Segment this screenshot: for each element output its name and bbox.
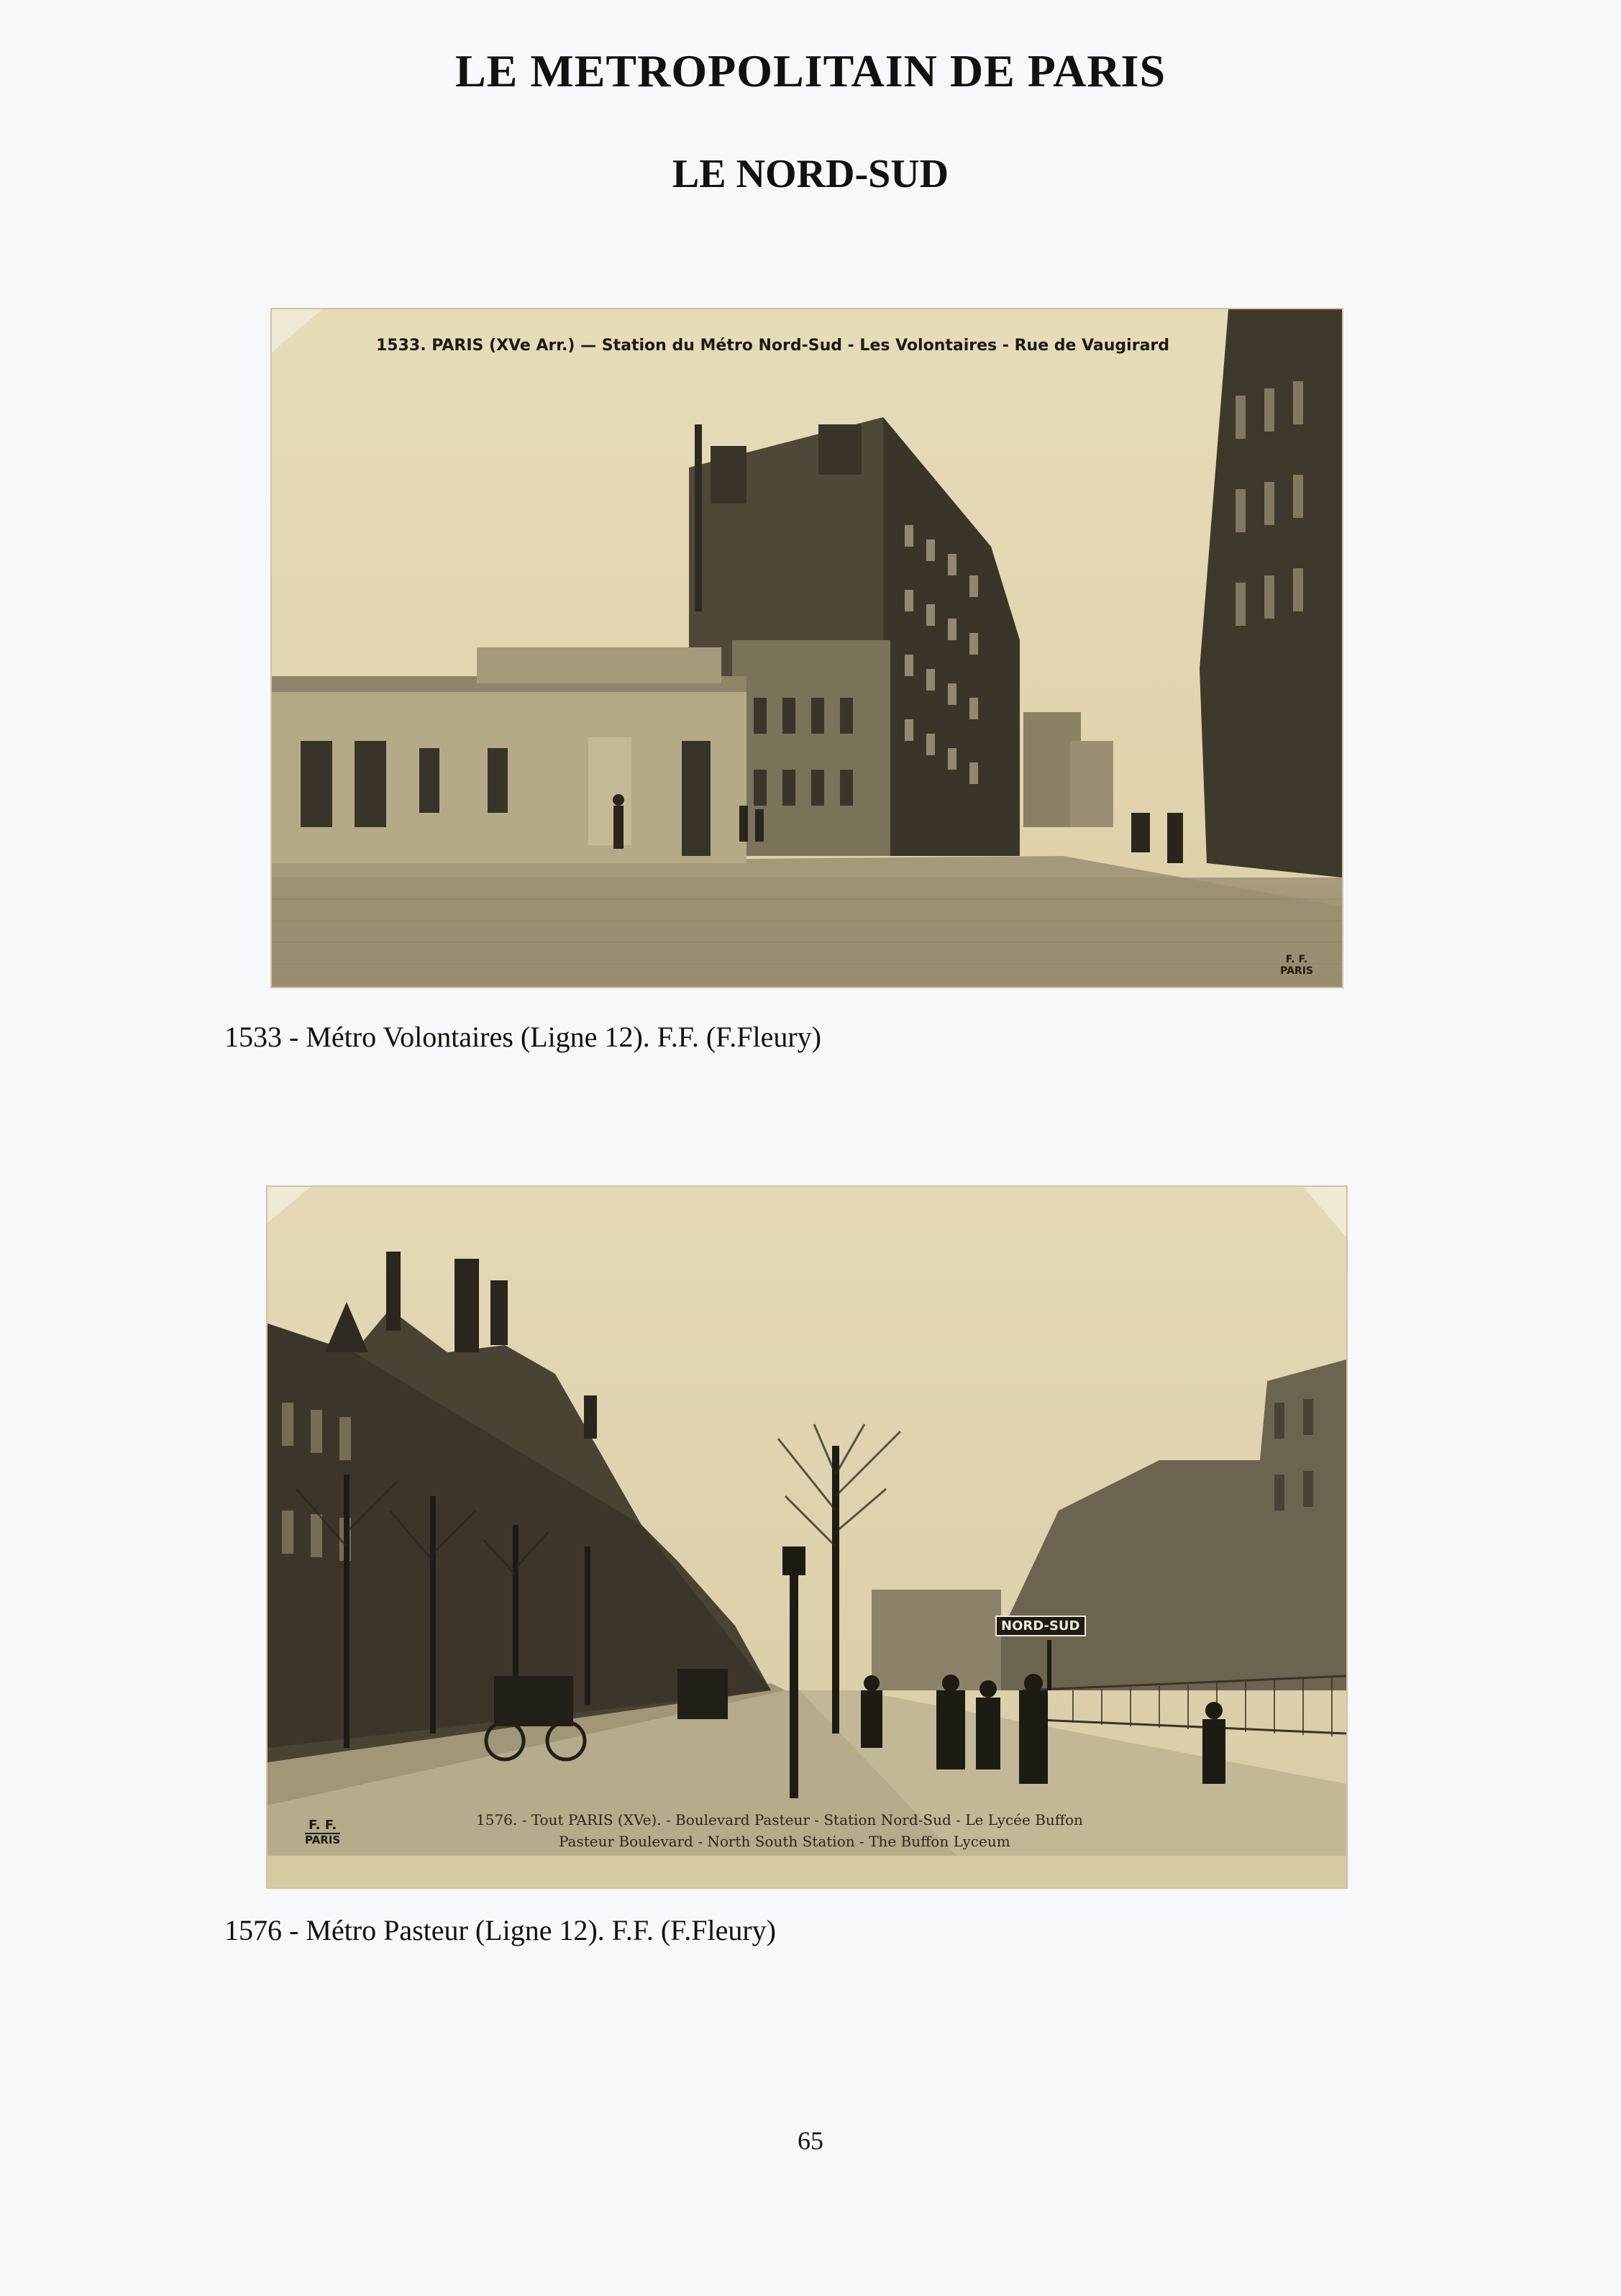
publisher-city: PARIS — [1280, 965, 1313, 977]
publisher-mark: F. F. — [308, 1818, 337, 1833]
postcard-pasteur — [268, 1187, 1346, 1887]
caption-pasteur: 1576 - Métro Pasteur (Ligne 12). F.F. (F.Fleury) — [224, 1914, 776, 1946]
page-number: 65 — [798, 2126, 823, 2155]
nord-sud-sign: NORD-SUD — [995, 1616, 1086, 1636]
postcard-pasteur-photo — [268, 1187, 1346, 1887]
page-subtitle: LE NORD-SUD — [672, 152, 949, 196]
postcard-volontaires-photo — [272, 309, 1342, 987]
postcard-pasteur-printed-caption-line2: Pasteur Boulevard - North South Station - The Buffon Lyceum — [559, 1833, 1010, 1850]
postcard-volontaires-printed-caption: 1533. PARIS (XVe Arr.) — Station du Métro Nord-Sud - Les Volontaires - Rue de Vaugirard — [376, 337, 1170, 355]
postcard-volontaires — [272, 309, 1342, 987]
postcard-pasteur-printed-caption-line1: 1576. - Tout PARIS (XVe). - Boulevard Pasteur - Station Nord-Sud - Le Lycée Buffon — [476, 1811, 1083, 1828]
postcard-volontaires-publisher — [1280, 955, 1313, 977]
caption-volontaires: 1533 - Métro Volontaires (Ligne 12). F.F. (F.Fleury) — [224, 1021, 821, 1053]
publisher-mark: F. F. — [1285, 954, 1308, 966]
page-title: LE METROPOLITAIN DE PARIS — [455, 45, 1166, 96]
publisher-city: PARIS — [305, 1833, 341, 1846]
postcard-pasteur-publisher — [305, 1818, 340, 1846]
